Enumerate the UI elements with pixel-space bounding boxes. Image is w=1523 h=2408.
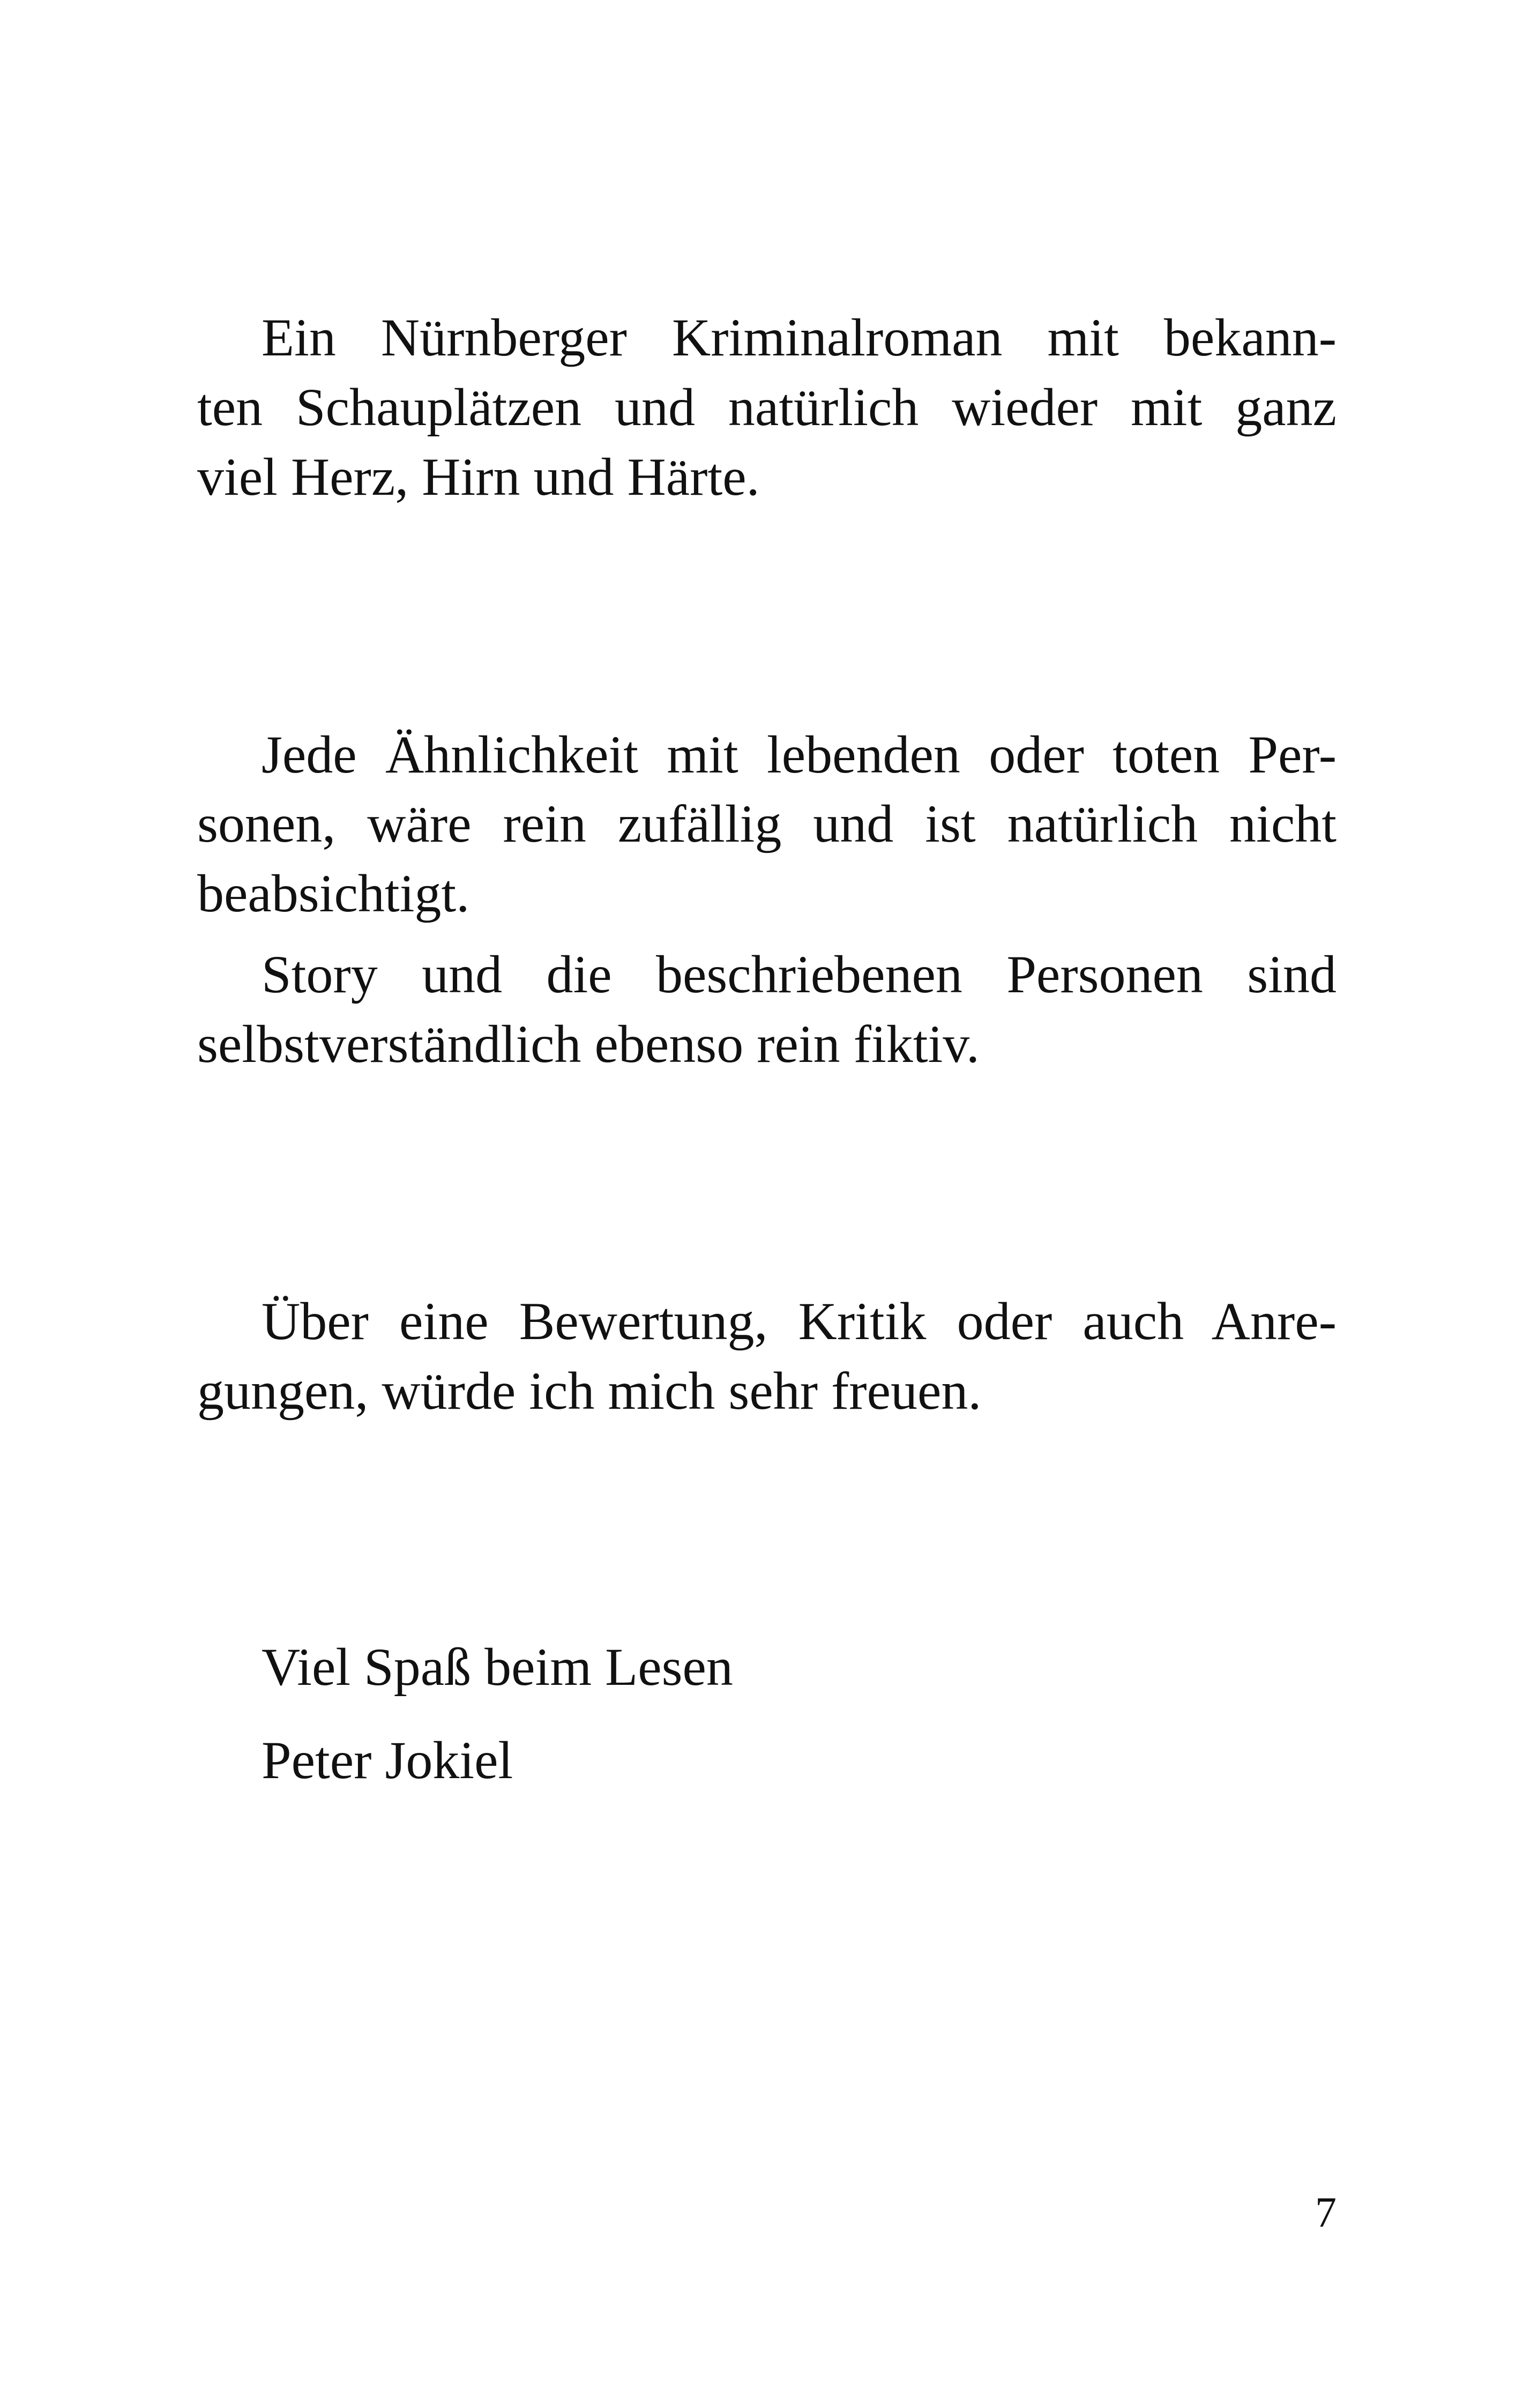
paragraph-line: beabsichtigt. xyxy=(197,864,470,923)
paragraph-line: Über eine Bewertung, Kritik oder auch Anre- xyxy=(262,1291,1337,1351)
paragraph-line: Ein Nürnberger Kriminalroman mit bekann- xyxy=(262,308,1337,367)
author-name: Peter Jokiel xyxy=(262,1730,513,1790)
closing-greeting: Viel Spaß beim Lesen xyxy=(262,1637,733,1697)
paragraph-line: selbstverständlich ebenso rein fiktiv. xyxy=(197,1014,980,1074)
paragraph-line: ten Schauplätzen und natürlich wieder mit ganz xyxy=(197,377,1337,437)
paragraph-line: Jede Ähnlichkeit mit lebenden oder toten Per- xyxy=(262,725,1337,784)
paragraph-line: gungen, würde ich mich sehr freuen. xyxy=(197,1361,982,1421)
paragraph-line: Story und die beschriebenen Personen sind xyxy=(262,945,1337,1004)
paragraph-line: viel Herz, Hirn und Härte. xyxy=(197,447,760,507)
page-number: 7 xyxy=(1315,2189,1337,2236)
paragraph-line: sonen, wäre rein zufällig und ist natürlich nicht xyxy=(197,794,1337,853)
